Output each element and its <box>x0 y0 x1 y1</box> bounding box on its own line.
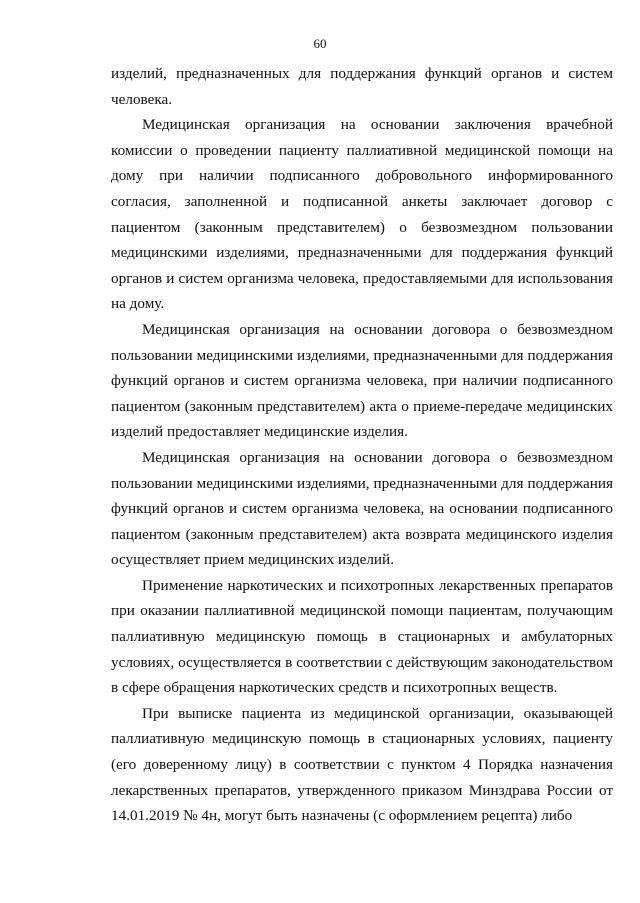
paragraph-discharge: При выписке пациента из медицинской организации, оказывающей паллиативную медицинскую помощь в стационарных условиях, пациенту (его доверенному лицу) в соответствии с пунктом 4 Порядка назначения лекарственных препаратов, утвержденного приказом Минздрава России от 14.01.2019 № 4н, могут быть назначены (с оформлением рецепта) либо <box>111 704 613 825</box>
paragraph-devices-provision: Медицинская организация на основании договора о безвозмездном пользовании медицинскими изделиями, предназначенными для поддержания функций органов и систем организма человека, при наличии подписанного пациентом (законным представителем) акта о приеме-передаче медицинских изделий предоставляет медицинские изделия. <box>111 320 613 441</box>
paragraph-narcotic-drugs: Применение наркотических и психотропных лекарственных препаратов при оказании паллиативной медицинской помощи пациентам, получающим паллиативную медицинскую помощь в стационарных и амбулаторных условиях, осуществляется в соответствии с действующим законодательством в сфере обращения наркотических средств и психотропных веществ. <box>111 576 613 697</box>
paragraph-devices-return: Медицинская организация на основании договора о безвозмездном пользовании медицинскими изделиями, предназначенными для поддержания функций органов и систем организма человека, на основании подписанного пациентом (законным представителем) акта возврата медицинского изделия осуществляет прием медицинских изделий. <box>111 448 613 569</box>
paragraph-continuation: изделий, предназначенных для поддержания функций органов и систем человека. <box>111 65 613 108</box>
document-body <box>111 61 613 829</box>
paragraph-contract-conclusion: Медицинская организация на основании заключения врачебной комиссии о проведении пациенту паллиативной медицинской помощи на дому при наличии подписанного добровольного информированного согласия, заполненной и подписанной анкеты заключает договор с пациентом (законным представителем) о безвозмездном пользовании медицинскими изделиями, предназначенными для поддержания функций органов и систем организма человека, предоставляемыми для использования на дому. <box>111 116 613 313</box>
page-number: 60 <box>313 36 327 51</box>
